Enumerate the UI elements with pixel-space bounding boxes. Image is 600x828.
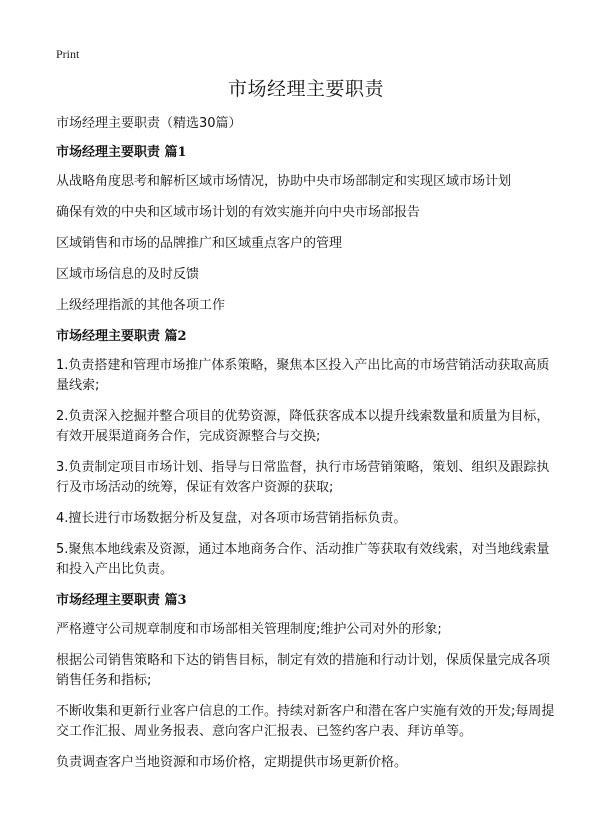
paragraph: 5.聚焦本地线索及资源，通过本地商务合作、活动推广等获取有效线索，对当地线索量和投入产出比负责。 <box>56 542 550 577</box>
print-label: Print <box>56 47 80 61</box>
section-heading: 市场经理主要职责 篇1 <box>56 145 187 160</box>
section-heading: 市场经理主要职责 篇2 <box>56 329 187 344</box>
paragraph: 根据公司销售策略和下达的销售目标，制定有效的措施和行动计划，保质保量完成各项销售任务和指标; <box>56 653 551 688</box>
paragraph: 1.负责搭建和管理市场推广体系策略，聚焦本区投入产出比高的市场营销活动获取高质量线索; <box>56 358 550 393</box>
section-1 <box>56 143 556 316</box>
paragraph: 不断收集和更新行业客户信息的工作。持续对新客户和潜在客户实施有效的开发;每周提交工作汇报、周业务报表、意向客户汇报表、已签约客户表、拜访单等。 <box>56 704 555 739</box>
paragraph: 区域市场信息的及时反馈 <box>56 267 200 282</box>
document-body <box>56 74 556 784</box>
paragraph: 从战略角度思考和解析区域市场情况，协助中央市场部制定和实现区域市场计划 <box>56 174 512 189</box>
paragraph: 2.负责深入挖掘并整合项目的优势资源，降低获客成本以提升线索数量和质量为目标，有效开展渠道商务合作，完成资源整合与交换; <box>56 409 550 444</box>
paragraph: 严格遵守公司规章制度和市场部相关管理制度;维护公司对外的形象; <box>56 622 442 637</box>
paragraph: 确保有效的中央和区域市场计划的有效实施并向中央市场部报告 <box>56 205 421 220</box>
document-subtitle: 市场经理主要职责（精选30篇） <box>56 116 242 131</box>
page-title: 市场经理主要职责 <box>227 78 384 100</box>
paragraph: 3.负责制定项目市场计划、指导与日常监督，执行市场营销策略，策划、组织及跟踪执行及市场活动的统筹，保证有效客户资源的获取; <box>56 460 550 495</box>
section-3 <box>56 591 556 773</box>
paragraph: 4.擅长进行市场数据分析及复盘，对各项市场营销指标负责。 <box>56 511 407 526</box>
paragraph: 区域销售和市场的品牌推广和区域重点客户的管理 <box>56 236 343 251</box>
section-heading: 市场经理主要职责 篇3 <box>56 593 187 608</box>
section-2 <box>56 327 556 580</box>
paragraph: 上级经理指派的其他各项工作 <box>56 298 226 313</box>
paragraph: 负责调查客户当地资源和市场价格，定期提供市场更新价格。 <box>56 755 408 770</box>
